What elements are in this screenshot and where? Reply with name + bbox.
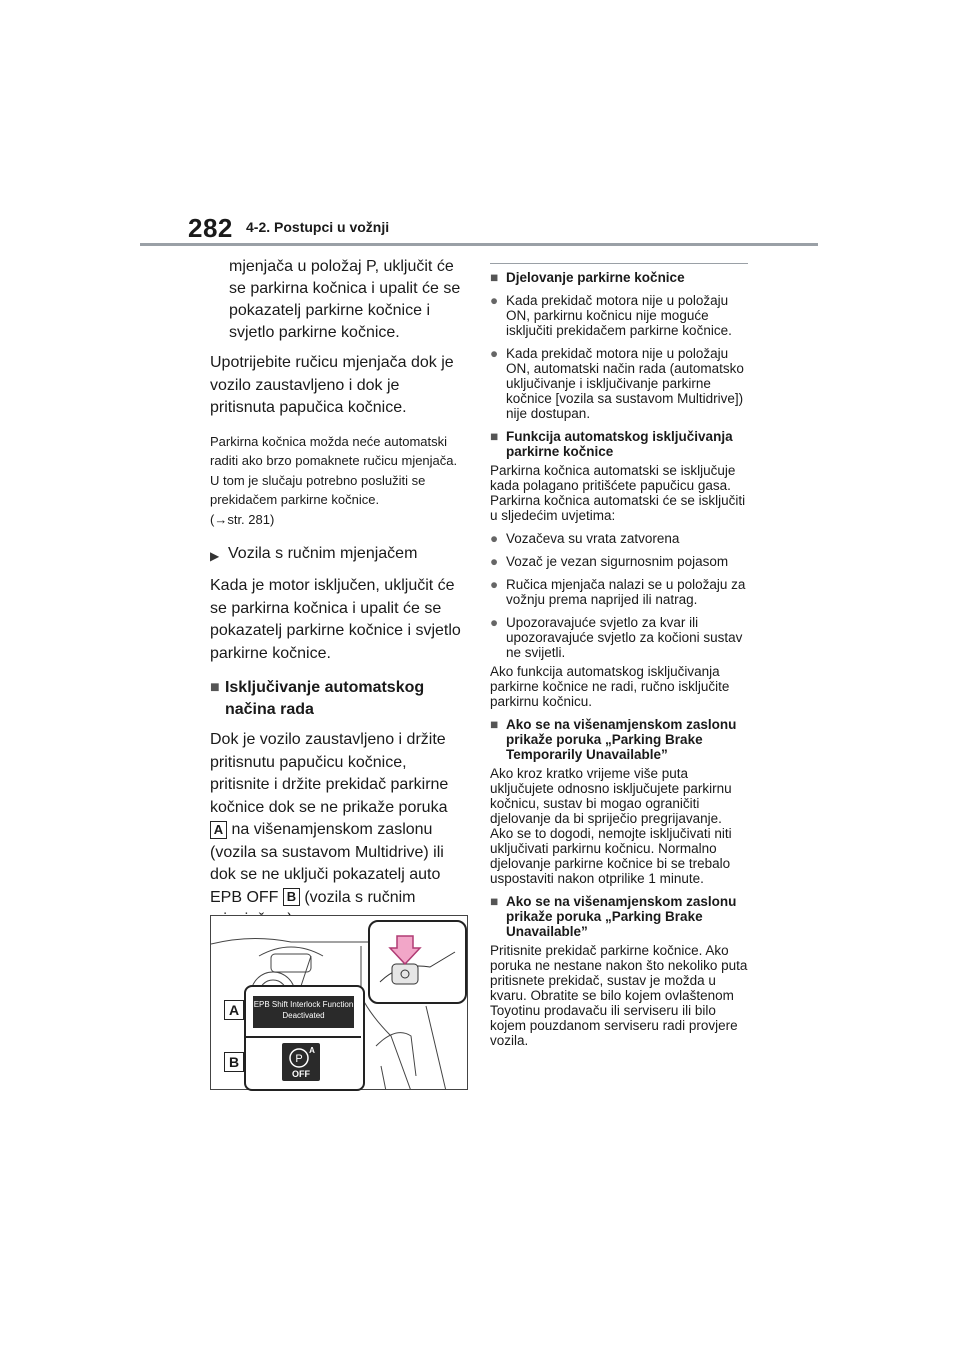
bullet-text: Vozačeva su vrata zatvorena — [506, 531, 680, 546]
press-arrow-icon — [390, 936, 420, 964]
paragraph: Pritisnite prekidač parkirne kočnice. Ako poruka ne nestane nakon što nekoliko puta pritisnete prekidač, sustav je možda u kvaru. Obratite se bilo kojem ovlaštenom Toyotinu prodavaču ili serviseru ili bilo kojem pouzdanom serviseru radi provjere vozila. — [490, 943, 748, 1048]
square-marker-icon: ■ — [490, 894, 499, 909]
inline-label-a: A — [210, 821, 227, 839]
bullet-icon: ● — [490, 293, 499, 308]
paragraph-shift-lever: Upotrijebite ručicu mjenjača dok je vozilo zaustavljeno i dok je pritisnuta papučica kočnice. — [210, 354, 454, 416]
auto-epb-off-symbol — [282, 1043, 320, 1081]
continued-text: mjenjača u položaj P, uključit će se parkirna kočnica i upalit će se pokazatelj parkirne kočnice i svjetlo parkirne kočnice. — [229, 258, 461, 341]
square-marker-icon: ■ — [490, 429, 499, 444]
bullet-item — [490, 577, 748, 607]
bullet-text: Kada prekidač motora nije u položaju ON, automatski način rada (automatsko uključivanje i isključivanje parkirne kočnice [vozila sa sustavom Multidrive]) nije dostupan. — [506, 346, 744, 421]
bullet-icon: ● — [490, 554, 499, 569]
bullet-icon: ● — [490, 531, 499, 546]
note-line-1: Parkirna kočnica možda neće automatski raditi ako brzo pomaknete ručicu mjenjača. — [210, 433, 458, 468]
bullet-item — [490, 346, 748, 421]
section-title: 4-2. Postupci u vožnji — [246, 219, 390, 235]
console-right — [426, 1006, 446, 1090]
paragraph: Parkirna kočnica automatski se isključuje kada polagano pritišćete papučicu gasa. — [490, 463, 736, 493]
page-number: 282 — [188, 213, 233, 243]
bullet-item — [490, 293, 748, 338]
heading-temporarily-unavailable — [490, 717, 748, 762]
callout-label-b: B — [224, 1052, 244, 1072]
paragraph-part-2: na višenamjenskom zaslonu (vozila sa sustavom Multidrive) ili dok se ne uključi pokazatelj auto EPB OFF — [210, 821, 444, 906]
symbol-off: OFF — [292, 1069, 310, 1079]
heading-auto-release-label: Funkcija automatskog isključivanja parkirne kočnice — [506, 429, 733, 459]
heading-operation — [490, 270, 748, 285]
heading-disable-auto-label: Isključivanje automatskog načina rada — [224, 679, 425, 718]
bullet-text: Kada prekidač motora nije u položaju ON, parkirnu kočnicu nije moguće isključiti prekidačem parkirne kočnice. — [506, 293, 732, 338]
bullet-text: Ručica mjenjača nalazi se u položaju za vožnju prema naprijed ili natrag. — [506, 577, 746, 607]
bullet-item — [490, 615, 748, 660]
square-marker-icon: ■ — [210, 679, 220, 696]
right-column — [490, 262, 748, 1048]
heading-temporarily-unavailable-label: Ako se na višenamjenskom zaslonu prikaže poruka „Parking Brake Temporarily Unavailable” — [506, 717, 737, 762]
square-marker-icon: ■ — [490, 717, 499, 732]
cluster-screen — [271, 954, 311, 972]
bullet-text: Upozoravajuće svjetlo za kvar ili upozoravajuće svjetlo za kočioni sustav ne svijetli. — [506, 615, 743, 660]
heading-disable-auto — [210, 677, 468, 721]
display-separator — [244, 1036, 361, 1038]
cluster-hood — [259, 947, 323, 956]
note — [210, 432, 468, 530]
paragraph-manual: Kada je motor isključen, uključit će se parkirna kočnica i upalit će se pokazatelj parkirne kočnice i svjetlo parkirne kočnice. — [210, 577, 461, 662]
paragraph-disable-auto — [210, 729, 468, 932]
bullet-icon: ● — [490, 577, 499, 592]
header-rule — [140, 243, 818, 246]
switch-inset — [368, 920, 467, 1004]
note-line-2: U tom je slučaju potrebno poslužiti se prekidačem parkirne kočnice. — [210, 472, 426, 507]
paragraph-part-3: (vozila s ručnim — [304, 888, 416, 906]
subheading-manual — [210, 543, 468, 567]
paragraph-part-1: Dok je vozilo zaustavljeno i držite pritisnutu papučicu kočnice, pritisnite i držite prekidač parkirne kočnice dok se ne prikaže poruka — [210, 731, 449, 816]
heading-unavailable-label: Ako se na višenamjenskom zaslonu prikaže poruka „Parking Brake Unavailable” — [506, 894, 737, 939]
paragraph: Ako funkcija automatskog isključivanja parkirne kočnice ne radi, ručno isključite parkirnu kočnicu. — [490, 664, 730, 709]
bullet-icon: ● — [490, 615, 499, 630]
switch-drawing — [370, 922, 465, 1002]
heading-unavailable — [490, 894, 748, 939]
paragraph: Parkirna kočnica automatski će se isključiti u sljedećim uvjetima: — [490, 493, 746, 523]
square-marker-icon: ■ — [490, 270, 499, 285]
auto-epb-off-indicator-icon — [282, 1043, 320, 1081]
heading-operation-label: Djelovanje parkirne kočnice — [506, 270, 685, 285]
mid-display-message: EPB Shift Interlock Function Deactivated — [253, 996, 354, 1028]
triangle-marker-icon: ▶ — [210, 549, 220, 563]
parking-brake-switch — [392, 964, 418, 984]
bullet-item — [490, 554, 748, 569]
bullet-text: Vozač je vezan sigurnosnim pojasom — [506, 554, 729, 569]
console-line — [381, 1066, 386, 1090]
callout-label-a: A — [224, 1000, 244, 1020]
note-line-3: (→str. 281) — [210, 511, 275, 527]
paragraph: Ako kroz kratko vrijeme više puta uključujete odnosno isključujete parkirnu kočnicu, sustav bi mogao ograničiti djelovanje da bi spriječio pregrijavanje. Ako se to dogodi, nemojte isključivati niti uključivati parkirnu kočnicu. Normalno djelovanje parkirne kočnice bi se trebalo uspostaviti nakon otprilike 1 minute. — [490, 766, 732, 886]
bullet-icon: ● — [490, 346, 499, 361]
heading-auto-release — [490, 429, 748, 459]
symbol-p: P — [295, 1053, 303, 1065]
symbol-a: A — [309, 1046, 315, 1055]
inline-label-b: B — [283, 888, 300, 906]
left-column — [210, 256, 468, 932]
subheading-manual-label: Vozila s ručnim mjenjačem — [228, 545, 418, 562]
bullet-item — [490, 531, 748, 546]
